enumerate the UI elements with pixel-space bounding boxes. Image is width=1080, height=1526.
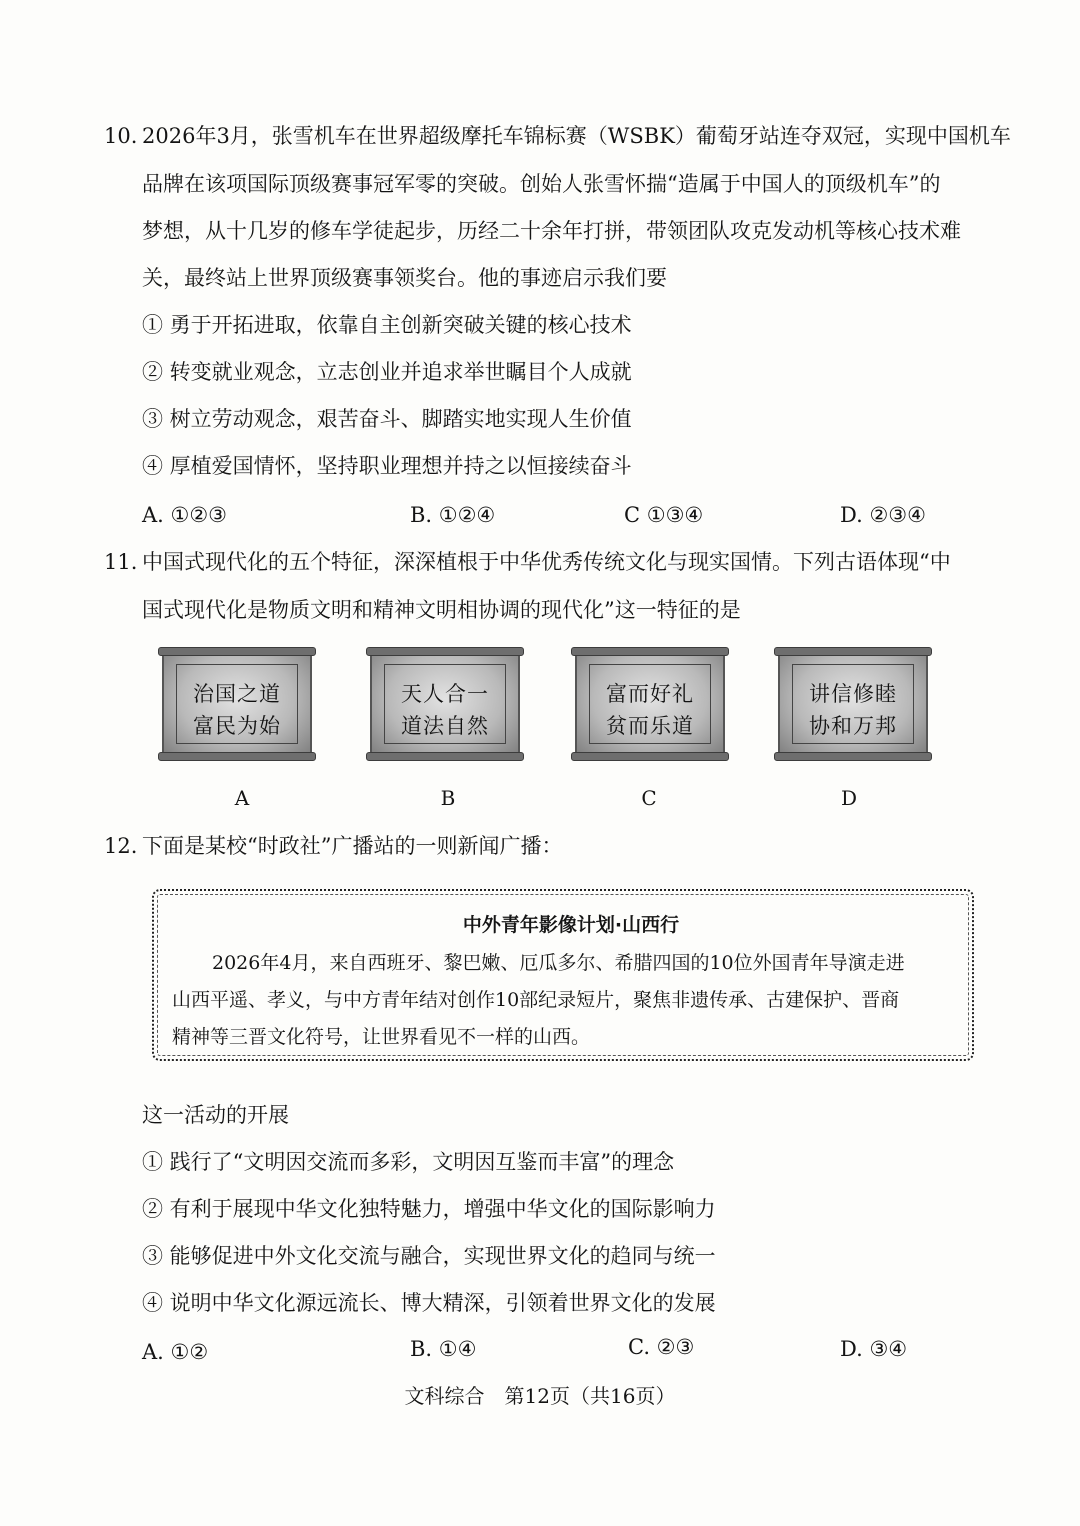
- q11-stem-line: 中国式现代化的五个特征，深深植根于中华优秀传统文化与现实国情。下列古语体现“中: [142, 550, 951, 574]
- q10-stem-line: 关，最终站上世界顶级赛事领奖台。他的事迹启示我们要: [142, 266, 667, 290]
- scroll-option-d[interactable]: [778, 650, 928, 758]
- scroll-caption-d: D: [840, 786, 858, 810]
- page-footer: 文科综合 第12页（共16页）: [404, 1384, 676, 1408]
- scroll-option-a[interactable]: [162, 650, 312, 758]
- q11-stem-line: 国式现代化是物质文明和精神文明相协调的现代化”这一特征的是: [142, 598, 741, 622]
- q10-stem-line: 梦想，从十几岁的修车学徒起步，历经二十余年打拼，带领团队攻克发动机等核心技术难: [142, 219, 961, 243]
- scroll-b-line1: 天人合一: [401, 682, 489, 706]
- q12-statement-1: ① 践行了“文明因交流而多彩，文明因互鉴而丰富”的理念: [142, 1150, 675, 1174]
- scroll-a-line1: 治国之道: [193, 682, 281, 706]
- q12-stem: 下面是某校“时政社”广播站的一则新闻广播：: [142, 834, 563, 858]
- scroll-c-line1: 富而好礼: [606, 682, 694, 706]
- q10-statement-1: ① 勇于开拓进取，依靠自主创新突破关键的核心技术: [142, 313, 632, 337]
- scroll-option-b[interactable]: [370, 650, 520, 758]
- scroll-caption-c: C: [641, 786, 657, 810]
- scroll-caption-b: B: [440, 786, 456, 810]
- q12-number: 12.: [104, 834, 138, 858]
- q10-stem-line: 2026年3月，张雪机车在世界超级摩托车锦标赛（WSBK）葡萄牙站连夺双冠，实现中国机车: [142, 124, 1011, 148]
- scroll-option-c[interactable]: [575, 650, 725, 758]
- scroll-a-line2: 富民为始: [193, 714, 281, 738]
- q12-choice-c[interactable]: C. ②③: [628, 1335, 695, 1359]
- q12-statement-4: ④ 说明中华文化源远流长、博大精深，引领着世界文化的发展: [142, 1291, 716, 1315]
- news-line: 2026年4月，来自西班牙、黎巴嫩、厄瓜多尔、希腊四国的10位外国青年导演走进: [212, 952, 905, 974]
- news-title: 中外青年影像计划·山西行: [462, 914, 680, 936]
- scroll-b-line2: 道法自然: [401, 714, 489, 738]
- q12-statement-3: ③ 能够促进中外文化交流与融合，实现世界文化的趋同与统一: [142, 1244, 716, 1268]
- q12-lead: 这一活动的开展: [142, 1103, 289, 1127]
- q11-number: 11.: [104, 550, 138, 574]
- q12-choice-d[interactable]: D. ③④: [840, 1337, 908, 1361]
- q10-choice-c[interactable]: C ①③④: [624, 503, 704, 527]
- q10-statement-3: ③ 树立劳动观念，艰苦奋斗、脚踏实地实现人生价值: [142, 407, 632, 431]
- news-line: 精神等三晋文化符号，让世界看见不一样的山西。: [172, 1026, 591, 1048]
- q10-statement-4: ④ 厚植爱国情怀，坚持职业理想并持之以恒接续奋斗: [142, 454, 632, 478]
- q10-stem-line: 品牌在该项国际顶级赛事冠军零的突破。创始人张雪怀揣“造属于中国人的顶级机车”的: [142, 172, 941, 196]
- news-line: 山西平遥、孝义，与中方青年结对创作10部纪录短片，聚焦非遗传承、古建保护、晋商: [172, 989, 900, 1011]
- q10-choice-b[interactable]: B. ①②④: [410, 503, 496, 527]
- q10-choice-a[interactable]: A. ①②③: [142, 503, 227, 527]
- q10-choice-d[interactable]: D. ②③④: [840, 503, 926, 527]
- scroll-c-line2: 贫而乐道: [606, 714, 694, 738]
- q10-number: 10.: [104, 124, 138, 148]
- scroll-d-line2: 协和万邦: [809, 714, 897, 738]
- scroll-caption-a: A: [234, 786, 250, 810]
- q10-statement-2: ② 转变就业观念，立志创业并追求举世瞩目个人成就: [142, 360, 632, 384]
- q12-choice-a[interactable]: A. ①②: [142, 1340, 209, 1364]
- q12-statement-2: ② 有利于展现中华文化独特魅力，增强中华文化的国际影响力: [142, 1197, 716, 1221]
- scroll-d-line1: 讲信修睦: [809, 682, 897, 706]
- q12-choice-b[interactable]: B. ①④: [410, 1337, 477, 1361]
